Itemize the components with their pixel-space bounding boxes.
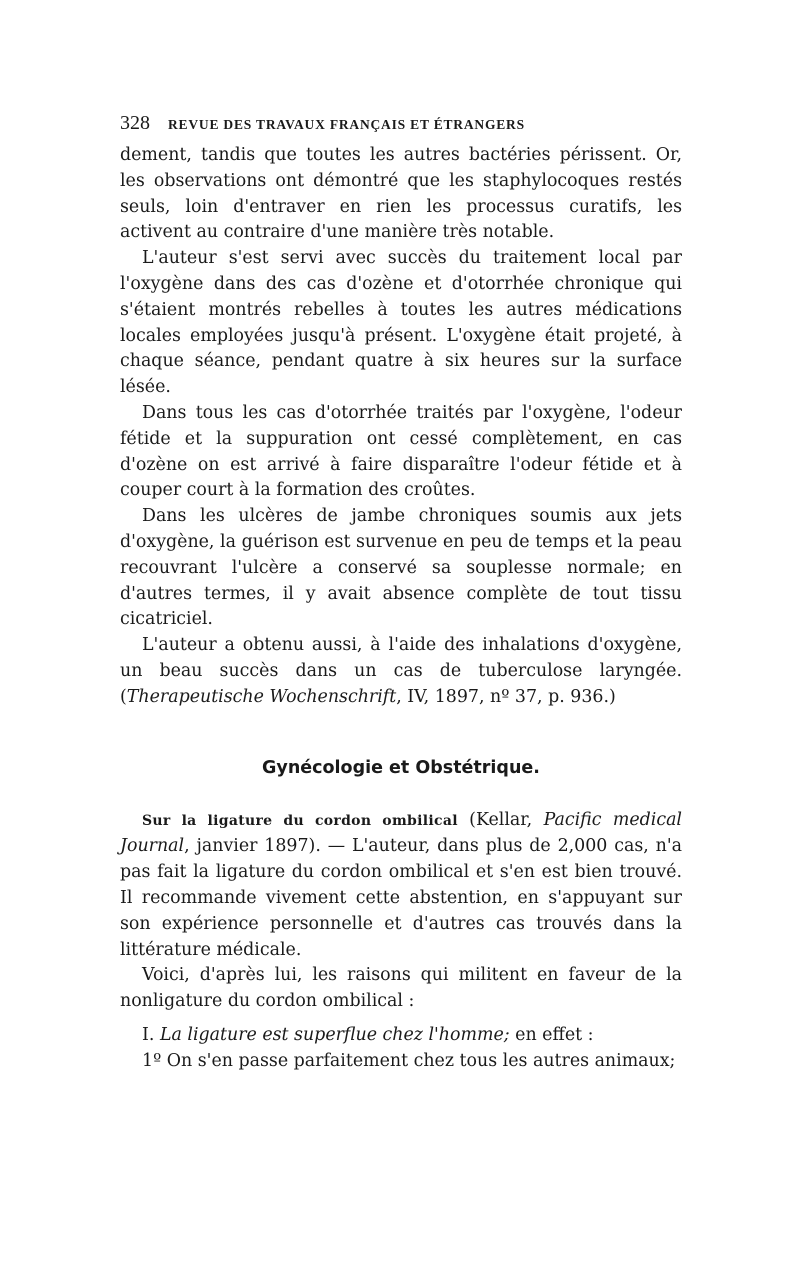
article-journal: Pacific medical Journal bbox=[120, 809, 682, 857]
article-lead-title: Sur la ligature du cordon ombilical bbox=[142, 812, 458, 829]
running-head bbox=[120, 112, 682, 135]
page-number: 328 bbox=[120, 112, 150, 134]
paragraph-otorrhea-results: Dans tous les cas d'otorrhée traités par l'oxygène, l'odeur fétide et la suppuration ont cessé complètement, en cas d'ozène on est arrivé à faire disparaître l'odeur fétide et à couper court à la formation des croûtes. bbox=[120, 402, 682, 501]
paragraph-leg-ulcers: Dans les ulcères de jambe chroniques soumis aux jets d'oxygène, la guérison est survenue en peu de temps et la peau recouvrant l'ulcère a conservé sa souplesse normale; en d'autres termes, il y avait absence complète de tout tissu cicatriciel. bbox=[120, 506, 682, 630]
journal-citation: Therapeutische Wochenschrift bbox=[126, 686, 397, 707]
article-author: (Kellar, bbox=[457, 809, 544, 830]
paragraph-continuation: dement, tandis que toutes les autres bactéries périssent. Or, les observations ont démontré que les staphylocoques restés seuls, loin d'entraver en rien les processus curatifs, les activent au contraire d'une manière très notable. bbox=[120, 145, 682, 243]
list-item-1-text: La ligature est superflue chez l'homme; bbox=[159, 1024, 510, 1045]
section-title: Gynécologie et Obstétrique. bbox=[262, 757, 540, 778]
list-item-1 bbox=[120, 1023, 682, 1049]
paragraph-tuberculosis-text: L'auteur a obtenu aussi, à l'aide des inhalations d'oxygène, un beau succès dans un cas de tuberculose laryngée. ( bbox=[120, 635, 682, 707]
article-body: , janvier 1897). — L'auteur, dans plus de 2,000 cas, n'a pas fait la ligature du cordon ombilical et s'en est bien trouvé. Il recommande vivement cette abstention, en s'appuyant sur son expérience personnelle et d'autres cas trouvés dans la littérature médicale. bbox=[120, 836, 682, 960]
article-paragraph-reasons: Voici, d'après lui, les raisons qui militent en faveur de la nonligature du cordon ombilical : bbox=[120, 965, 682, 1012]
list-item-2: 1º On s'en passe parfaitement chez tous les autres animaux; bbox=[142, 1050, 676, 1071]
page bbox=[120, 112, 682, 1075]
list-item-1-number: I. bbox=[142, 1024, 160, 1045]
paragraph-oxygen-treatment: L'auteur s'est servi avec succès du traitement local par l'oxygène dans des cas d'ozène et d'otorrhée chronique qui s'étaient montrés rebelles à toutes les autres médications locales employées jusqu'à présent. L'oxygène était projeté, à chaque séance, pendant quatre à six heures sur la surface lésée. bbox=[120, 248, 682, 398]
journal-header-title: REVUE DES TRAVAUX FRANÇAIS ET ÉTRANGERS bbox=[168, 117, 525, 132]
list-item-1-tail: en effet : bbox=[509, 1024, 594, 1045]
citation-reference: , IV, 1897, nº 37, p. 936.) bbox=[396, 686, 616, 707]
article-paragraph-intro bbox=[120, 808, 682, 964]
paragraph-tuberculosis bbox=[120, 633, 682, 710]
